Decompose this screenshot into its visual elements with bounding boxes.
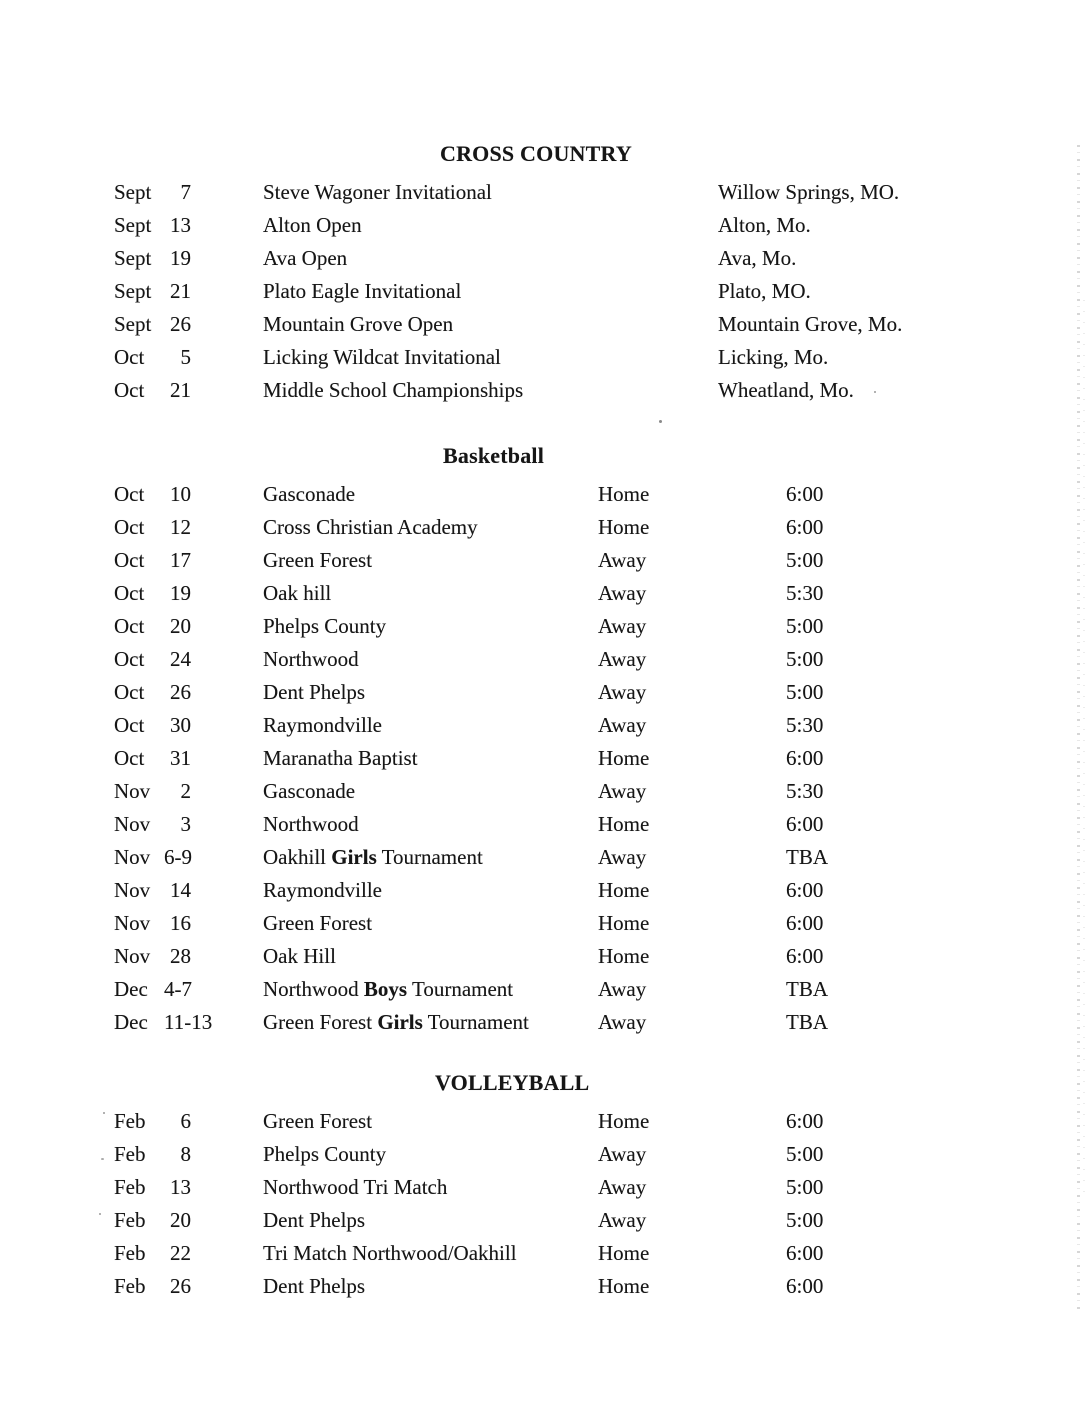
event-text: Dent Phelps — [263, 680, 366, 704]
date-cell — [114, 176, 263, 209]
schedule-row — [114, 308, 1088, 341]
schedule-row — [114, 511, 1088, 544]
date-day: 6 — [180, 1109, 191, 1133]
date-cell — [114, 1237, 263, 1270]
schedule-row — [114, 1237, 1088, 1270]
time-cell: 6:00 — [786, 878, 824, 902]
schedule-row — [114, 242, 1088, 275]
event-cell — [263, 808, 598, 841]
event-cell — [263, 209, 718, 242]
scan-speck — [659, 420, 662, 423]
date-day: 21 — [170, 378, 191, 402]
event-cell — [263, 511, 598, 544]
time-cell: 5:00 — [786, 1208, 824, 1232]
date-day: 2 — [180, 779, 191, 803]
venue-cell: Away — [598, 647, 647, 671]
date-cell — [114, 242, 263, 275]
date-cell — [114, 709, 263, 742]
date-month: Sept — [114, 246, 152, 270]
time-cell: 5:00 — [786, 647, 824, 671]
time-cell: 6:00 — [786, 1109, 824, 1133]
event-cell — [263, 841, 598, 874]
date-cell — [114, 1006, 263, 1039]
date-day: 24 — [170, 647, 191, 671]
date-day: 14 — [170, 878, 191, 902]
date-month: Oct — [114, 482, 145, 506]
schedule-row — [114, 874, 1088, 907]
event-cell — [263, 1138, 598, 1171]
date-month: Oct — [114, 345, 145, 369]
event-cell — [263, 577, 598, 610]
event-text: Dent Phelps — [263, 1274, 366, 1298]
date-cell — [114, 973, 263, 1006]
venue-cell: Home — [598, 911, 650, 935]
venue-cell: Away — [598, 779, 647, 803]
venue-cell: Home — [598, 812, 650, 836]
date-month: Feb — [114, 1109, 146, 1133]
event-cell — [263, 478, 598, 511]
event-cell — [263, 940, 598, 973]
schedule-row — [114, 577, 1088, 610]
date-day: 26 — [170, 1274, 191, 1298]
event-cell — [263, 176, 718, 209]
date-month: Sept — [114, 213, 152, 237]
date-month: Sept — [114, 312, 152, 336]
event-cell — [263, 1105, 598, 1138]
date-month: Oct — [114, 614, 145, 638]
date-month: Nov — [114, 779, 151, 803]
schedule-row — [114, 973, 1088, 1006]
time-cell: TBA — [786, 845, 828, 869]
date-month: Oct — [114, 548, 145, 572]
event-text: Raymondville — [263, 713, 382, 737]
venue-cell: Home — [598, 1274, 650, 1298]
section-basketball — [0, 443, 1088, 1039]
event-text: Tournament — [422, 1010, 529, 1034]
venue-cell: Away — [598, 581, 647, 605]
date-cell — [114, 676, 263, 709]
event-text: Northwood — [263, 977, 364, 1001]
date-cell — [114, 577, 263, 610]
event-text: Ava Open — [263, 246, 348, 270]
venue-cell: Home — [598, 746, 650, 770]
location-cell: Mountain Grove, Mo. — [718, 312, 903, 336]
date-day: 5 — [180, 345, 191, 369]
event-text: Middle School Championships — [263, 378, 524, 402]
schedule-row — [114, 1138, 1088, 1171]
date-month: Oct — [114, 746, 145, 770]
event-text: Tournament — [407, 977, 514, 1001]
event-text: Oakhill — [263, 845, 332, 869]
date-day: 3 — [180, 812, 191, 836]
event-text: Tri Match Northwood/Oakhill — [263, 1241, 517, 1265]
date-cell — [114, 808, 263, 841]
section-title-volleyball: VOLLEYBALL — [435, 1070, 590, 1095]
time-cell: 6:00 — [786, 1241, 824, 1265]
location-cell: Plato, MO. — [718, 279, 811, 303]
venue-cell: Away — [598, 680, 647, 704]
schedule-row — [114, 1171, 1088, 1204]
date-month: Dec — [114, 977, 148, 1001]
time-cell: TBA — [786, 977, 828, 1001]
event-cell — [263, 973, 598, 1006]
event-text: Green Forest — [263, 548, 373, 572]
date-cell — [114, 478, 263, 511]
event-cell — [263, 341, 718, 374]
date-day: 7 — [180, 180, 191, 204]
time-cell: 6:00 — [786, 515, 824, 539]
schedule-row — [114, 209, 1088, 242]
date-month: Oct — [114, 713, 145, 737]
date-day: 13 — [170, 1175, 191, 1199]
scan-noise-right-edge-2 — [1083, 300, 1085, 1200]
date-day: 11-13 — [164, 1010, 213, 1034]
event-text: Northwood — [263, 812, 359, 836]
schedule-row — [114, 1204, 1088, 1237]
event-text: Oak hill — [263, 581, 332, 605]
time-cell: 6:00 — [786, 944, 824, 968]
time-cell: 5:30 — [786, 581, 824, 605]
time-cell: TBA — [786, 1010, 828, 1034]
date-month: Feb — [114, 1241, 146, 1265]
event-cell — [263, 374, 718, 407]
venue-cell: Away — [598, 713, 647, 737]
time-cell: 6:00 — [786, 482, 824, 506]
date-day: 10 — [170, 482, 191, 506]
venue-cell: Away — [598, 1010, 647, 1034]
time-cell: 5:00 — [786, 548, 824, 572]
date-cell — [114, 275, 263, 308]
date-day: 26 — [170, 680, 191, 704]
section-volleyball — [0, 1070, 1088, 1303]
event-text: Tournament — [376, 845, 483, 869]
scan-noise-right-edge — [1077, 145, 1080, 1310]
venue-cell: Away — [598, 845, 647, 869]
date-cell — [114, 874, 263, 907]
event-text: Cross Christian Academy — [263, 515, 478, 539]
schedule-row — [114, 709, 1088, 742]
venue-cell: Home — [598, 482, 650, 506]
schedule-row — [114, 374, 1088, 407]
event-bold-text: Girls — [331, 845, 377, 869]
date-day: 21 — [170, 279, 191, 303]
event-bold-text: Girls — [377, 1010, 423, 1034]
date-month: Sept — [114, 279, 152, 303]
venue-cell: Away — [598, 1175, 647, 1199]
date-day: 31 — [170, 746, 191, 770]
venue-cell: Away — [598, 1208, 647, 1232]
event-cell — [263, 907, 598, 940]
date-month: Nov — [114, 944, 151, 968]
date-cell — [114, 1171, 263, 1204]
event-text: Green Forest — [263, 1010, 378, 1034]
event-text: Dent Phelps — [263, 1208, 366, 1232]
event-cell — [263, 308, 718, 341]
scan-speck — [99, 1213, 101, 1215]
location-cell: Ava, Mo. — [718, 246, 797, 270]
date-cell — [114, 209, 263, 242]
event-text: Maranatha Baptist — [263, 746, 418, 770]
venue-cell: Home — [598, 1109, 650, 1133]
time-cell: 5:00 — [786, 680, 824, 704]
event-text: Alton Open — [263, 213, 362, 237]
event-text: Northwood Tri Match — [263, 1175, 448, 1199]
date-day: 22 — [170, 1241, 191, 1265]
event-text: Northwood — [263, 647, 359, 671]
date-day: 20 — [170, 614, 191, 638]
event-text: Green Forest — [263, 911, 373, 935]
date-month: Oct — [114, 647, 145, 671]
date-month: Nov — [114, 878, 151, 902]
event-cell — [263, 1006, 598, 1039]
schedule-row — [114, 643, 1088, 676]
date-cell — [114, 841, 263, 874]
venue-cell: Away — [598, 548, 647, 572]
venue-cell: Home — [598, 515, 650, 539]
location-cell: Licking, Mo. — [718, 345, 829, 369]
event-cell — [263, 1237, 598, 1270]
time-cell: 5:30 — [786, 779, 824, 803]
venue-cell: Away — [598, 1142, 647, 1166]
schedule-row — [114, 808, 1088, 841]
event-text: Plato Eagle Invitational — [263, 279, 462, 303]
date-month: Feb — [114, 1208, 146, 1232]
time-cell: 6:00 — [786, 1274, 824, 1298]
event-cell — [263, 275, 718, 308]
event-text: Phelps County — [263, 614, 387, 638]
basketball-rows — [0, 478, 1088, 1039]
event-cell — [263, 1204, 598, 1237]
date-month: Nov — [114, 911, 151, 935]
date-month: Sept — [114, 180, 152, 204]
volleyball-rows — [0, 1105, 1088, 1303]
schedule-row — [114, 676, 1088, 709]
date-day: 4-7 — [164, 977, 192, 1001]
schedule-row — [114, 907, 1088, 940]
time-cell: 6:00 — [786, 746, 824, 770]
time-cell: 6:00 — [786, 812, 824, 836]
schedule-row — [114, 478, 1088, 511]
schedule-row — [114, 610, 1088, 643]
date-day: 20 — [170, 1208, 191, 1232]
date-day: 12 — [170, 515, 191, 539]
schedule-row — [114, 1270, 1088, 1303]
date-day: 8 — [180, 1142, 191, 1166]
date-month: Nov — [114, 845, 151, 869]
date-cell — [114, 1138, 263, 1171]
event-cell — [263, 242, 718, 275]
section-cross-country — [0, 141, 1088, 407]
date-day: 28 — [170, 944, 191, 968]
date-month: Oct — [114, 581, 145, 605]
date-day: 16 — [170, 911, 191, 935]
time-cell: 6:00 — [786, 911, 824, 935]
date-month: Feb — [114, 1142, 146, 1166]
event-cell — [263, 742, 598, 775]
date-cell — [114, 511, 263, 544]
schedule-row — [114, 940, 1088, 973]
date-month: Feb — [114, 1274, 146, 1298]
section-title-basketball: Basketball — [443, 443, 545, 468]
date-day: 19 — [170, 246, 191, 270]
date-cell — [114, 610, 263, 643]
date-month: Dec — [114, 1010, 148, 1034]
event-text: Phelps County — [263, 1142, 387, 1166]
date-day: 17 — [170, 548, 191, 572]
venue-cell: Home — [598, 878, 650, 902]
date-cell — [114, 374, 263, 407]
venue-cell: Home — [598, 1241, 650, 1265]
venue-cell: Home — [598, 944, 650, 968]
event-cell — [263, 1270, 598, 1303]
date-cell — [114, 341, 263, 374]
date-cell — [114, 907, 263, 940]
venue-cell: Away — [598, 977, 647, 1001]
date-cell — [114, 544, 263, 577]
schedule-row — [114, 176, 1088, 209]
schedule-row — [114, 775, 1088, 808]
date-month: Oct — [114, 515, 145, 539]
schedule-row — [114, 544, 1088, 577]
location-cell: Wheatland, Mo. — [718, 378, 854, 402]
cross-country-rows — [0, 176, 1088, 407]
event-cell — [263, 709, 598, 742]
event-text: Oak Hill — [263, 944, 336, 968]
date-cell — [114, 308, 263, 341]
scan-speck — [874, 391, 876, 393]
date-cell — [114, 643, 263, 676]
event-text: Steve Wagoner Invitational — [263, 180, 492, 204]
event-cell — [263, 610, 598, 643]
scan-speck — [101, 1158, 104, 1160]
schedule-row — [114, 275, 1088, 308]
event-text: Green Forest — [263, 1109, 373, 1133]
date-cell — [114, 775, 263, 808]
date-cell — [114, 1204, 263, 1237]
schedule-row — [114, 841, 1088, 874]
schedule-row — [114, 341, 1088, 374]
date-month: Oct — [114, 378, 145, 402]
schedule-row — [114, 742, 1088, 775]
event-text: Licking Wildcat Invitational — [263, 345, 501, 369]
date-day: 26 — [170, 312, 191, 336]
event-cell — [263, 874, 598, 907]
event-cell — [263, 775, 598, 808]
scan-speck — [103, 1112, 105, 1114]
date-day: 6-9 — [164, 845, 192, 869]
event-cell — [263, 544, 598, 577]
event-cell — [263, 676, 598, 709]
time-cell: 5:00 — [786, 1142, 824, 1166]
event-text: Gasconade — [263, 779, 356, 803]
venue-cell: Away — [598, 614, 647, 638]
schedule-row — [114, 1006, 1088, 1039]
location-cell: Willow Springs, MO. — [718, 180, 900, 204]
schedule-row — [114, 1105, 1088, 1138]
location-cell: Alton, Mo. — [718, 213, 811, 237]
event-cell — [263, 643, 598, 676]
event-text: Gasconade — [263, 482, 356, 506]
time-cell: 5:00 — [786, 1175, 824, 1199]
date-day: 13 — [170, 213, 191, 237]
date-day: 30 — [170, 713, 191, 737]
date-month: Feb — [114, 1175, 146, 1199]
date-cell — [114, 1105, 263, 1138]
time-cell: 5:00 — [786, 614, 824, 638]
section-title-cross-country: CROSS COUNTRY — [440, 141, 632, 166]
date-month: Oct — [114, 680, 145, 704]
event-cell — [263, 1171, 598, 1204]
date-cell — [114, 940, 263, 973]
event-bold-text: Boys — [363, 977, 408, 1001]
time-cell: 5:30 — [786, 713, 824, 737]
event-text: Mountain Grove Open — [263, 312, 454, 336]
date-day: 19 — [170, 581, 191, 605]
date-month: Nov — [114, 812, 151, 836]
event-text: Raymondville — [263, 878, 382, 902]
date-cell — [114, 1270, 263, 1303]
date-cell — [114, 742, 263, 775]
